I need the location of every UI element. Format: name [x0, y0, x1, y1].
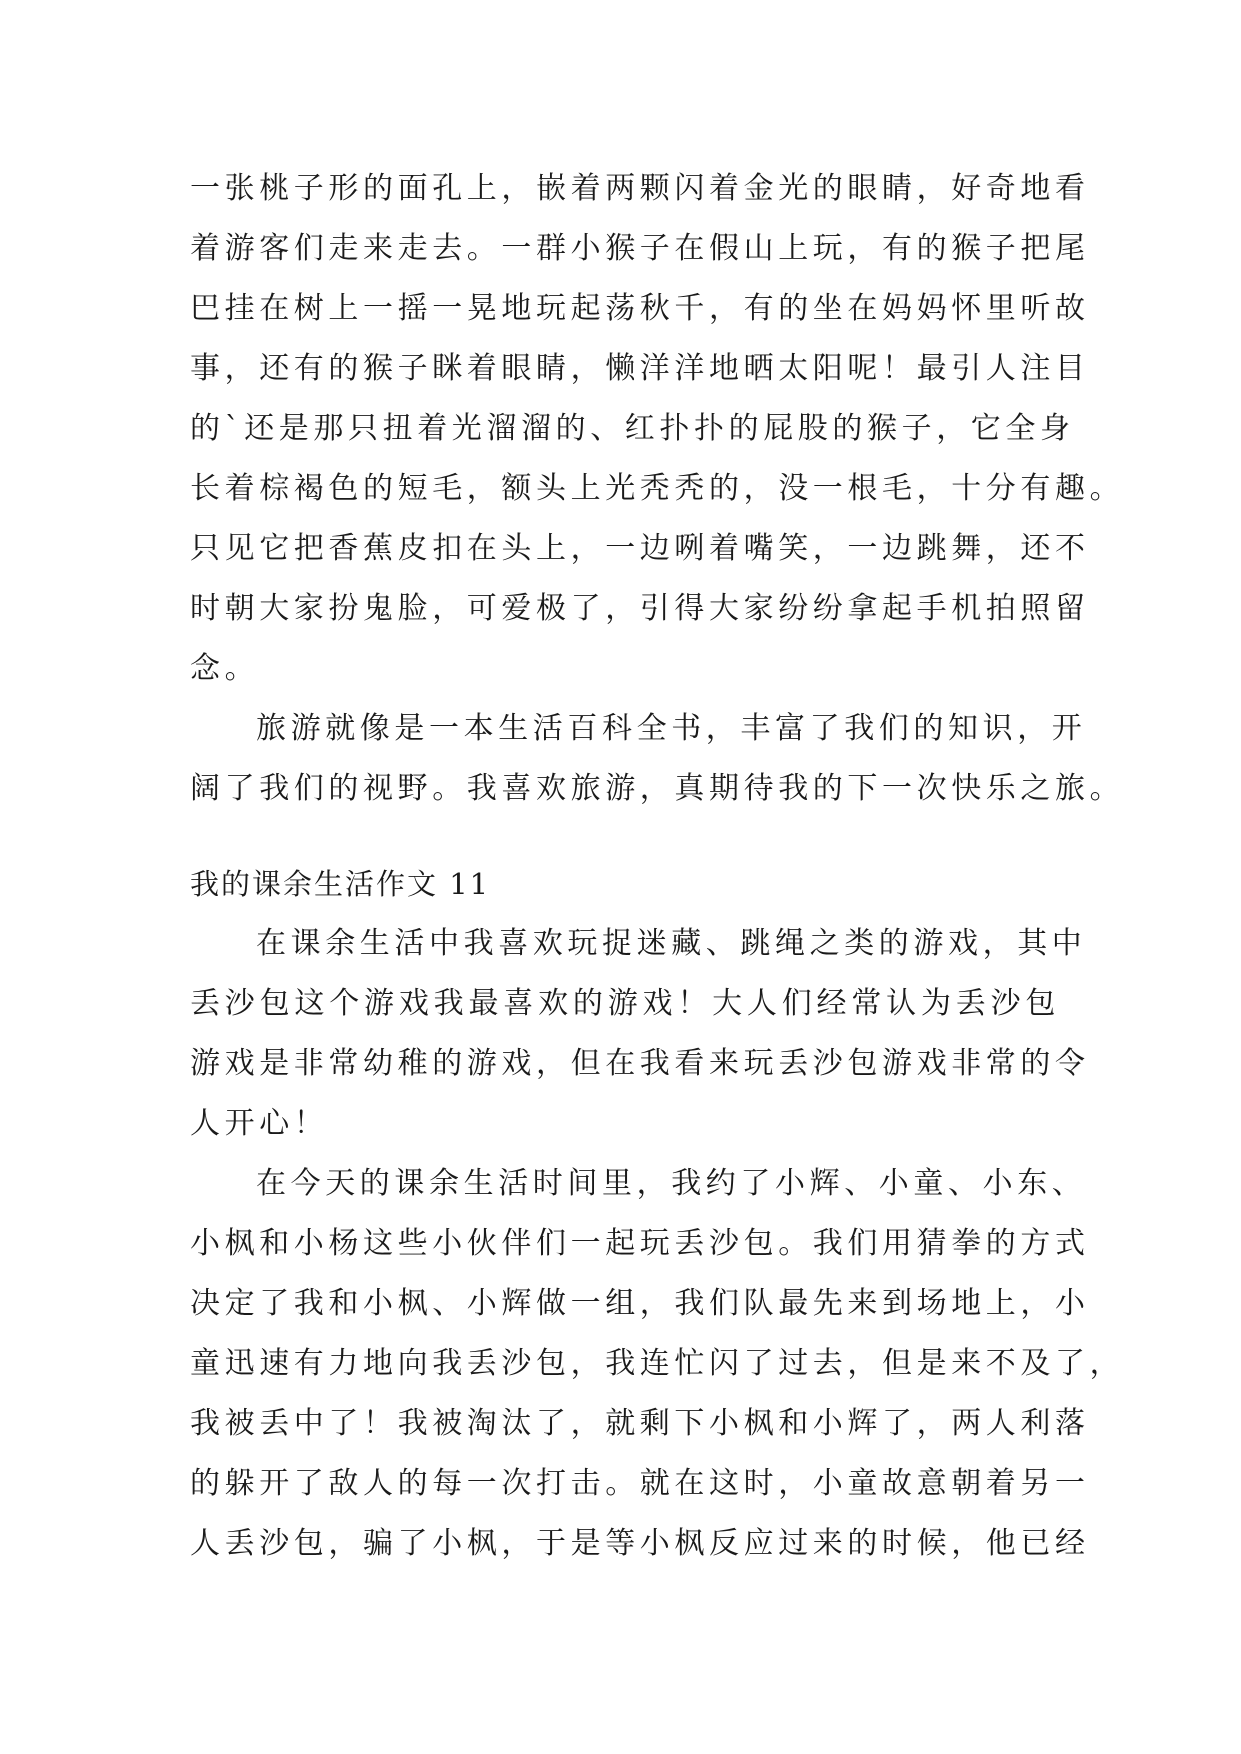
paragraph-line: 小枫和小杨这些小伙伴们一起玩丢沙包。我们用猜拳的方式 [190, 1226, 1090, 1261]
paragraph-line: 在课余生活中我喜欢玩捉迷藏、跳绳之类的游戏，其中 [256, 926, 1087, 961]
paragraph-line: 在今天的课余生活时间里，我约了小辉、小童、小东、 [256, 1166, 1087, 1201]
paragraph-line: 事，还有的猴子眯着眼睛，懒洋洋地晒太阳呢！最引人注目 [190, 351, 1090, 386]
paragraph-line: 游戏是非常幼稚的游戏，但在我看来玩丢沙包游戏非常的令 [190, 1046, 1090, 1081]
paragraph-line: 旅游就像是一本生活百科全书，丰富了我们的知识，开 [256, 711, 1087, 746]
essay-title: 我的课余生活作文 11 [190, 867, 491, 901]
paragraph-line: 时朝大家扮鬼脸，可爱极了，引得大家纷纷拿起手机拍照留 [190, 591, 1090, 626]
paragraph-line: 只见它把香蕉皮扣在头上，一边咧着嘴笑，一边跳舞，还不 [190, 531, 1090, 566]
paragraph-line: 的躲开了敌人的每一次打击。就在这时，小童故意朝着另一 [190, 1466, 1090, 1501]
paragraph-line: 我被丢中了！我被淘汰了，就剩下小枫和小辉了，两人利落 [190, 1406, 1090, 1441]
paragraph-line: 着游客们走来走去。一群小猴子在假山上玩，有的猴子把尾 [190, 231, 1090, 266]
paragraph-line: 童迅速有力地向我丢沙包，我连忙闪了过去，但是来不及了， [190, 1346, 1125, 1381]
paragraph-line: 长着棕褐色的短毛，额头上光秃秃的，没一根毛，十分有趣。 [190, 471, 1125, 506]
paragraph-line: 的`还是那只扭着光溜溜的、红扑扑的屁股的猴子，它全身 [190, 411, 1075, 446]
paragraph-line: 阔了我们的视野。我喜欢旅游，真期待我的下一次快乐之旅。 [190, 771, 1125, 806]
paragraph-line: 念。 [190, 651, 260, 686]
paragraph-line: 丢沙包这个游戏我最喜欢的游戏！大人们经常认为丢沙包 [190, 986, 1060, 1021]
paragraph-line: 人开心！ [190, 1106, 329, 1141]
paragraph-line: 人丢沙包，骗了小枫，于是等小枫反应过来的时候，他已经 [190, 1526, 1090, 1561]
paragraph-line: 巴挂在树上一摇一晃地玩起荡秋千，有的坐在妈妈怀里听故 [190, 291, 1090, 326]
paragraph-line: 一张桃子形的面孔上，嵌着两颗闪着金光的眼睛，好奇地看 [190, 171, 1090, 206]
paragraph-line: 决定了我和小枫、小辉做一组，我们队最先来到场地上，小 [190, 1286, 1090, 1321]
